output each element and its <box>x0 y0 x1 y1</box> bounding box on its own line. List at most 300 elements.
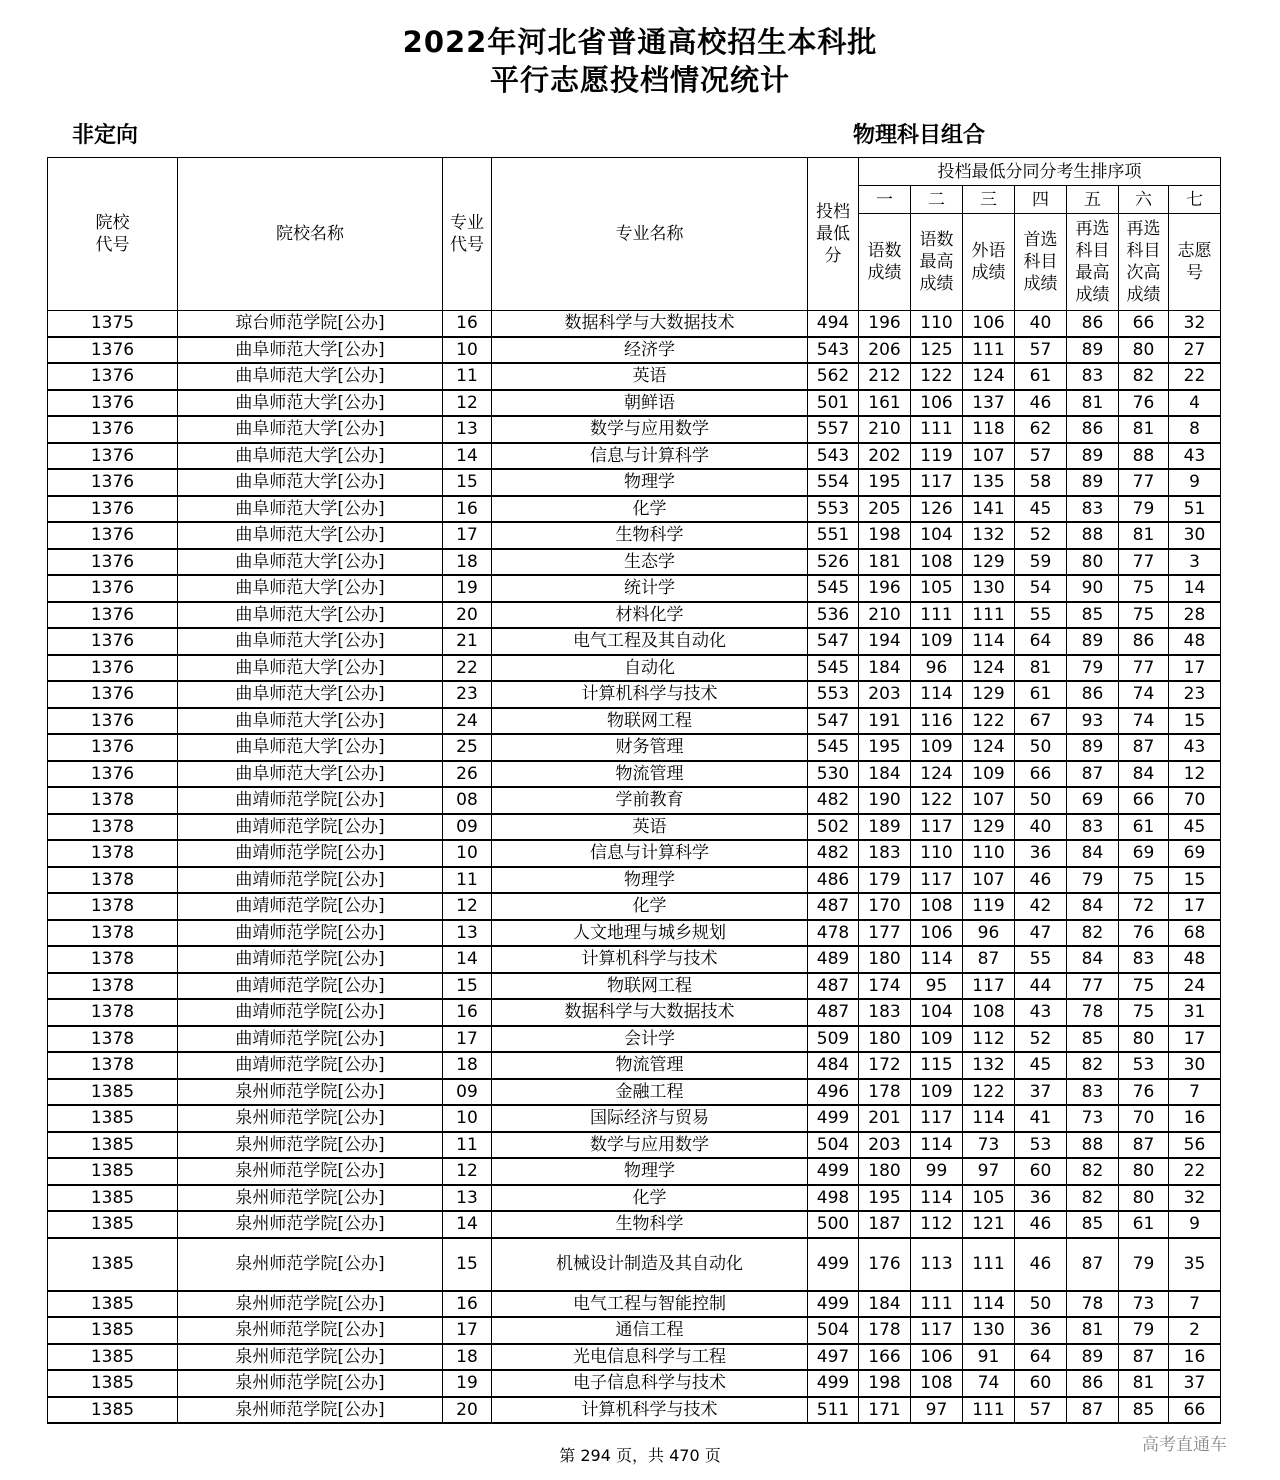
cell-second-subject-next: 75 <box>1119 575 1169 602</box>
table-row <box>48 761 1221 788</box>
cell-major-name: 物理学 <box>492 867 808 894</box>
cell-school-name: 曲阜师范大学[公办] <box>178 549 443 576</box>
table-row <box>48 390 1221 417</box>
cell-second-subject-max: 83 <box>1067 814 1119 841</box>
cell-min-score: 487 <box>808 973 859 1000</box>
cell-school-code: 1376 <box>48 734 178 761</box>
cell-second-subject-max: 89 <box>1067 1344 1119 1371</box>
cell-school-code: 1385 <box>48 1397 178 1424</box>
cell-second-subject-max: 82 <box>1067 1158 1119 1185</box>
cell-preference-no: 32 <box>1169 311 1221 337</box>
table-row <box>48 1052 1221 1079</box>
cell-chinese-math-max: 99 <box>911 1158 963 1185</box>
table-row <box>48 549 1221 576</box>
table-row <box>48 522 1221 549</box>
cell-first-subject: 45 <box>1015 496 1067 523</box>
cell-second-subject-max: 86 <box>1067 681 1119 708</box>
cell-min-score: 487 <box>808 999 859 1026</box>
table-row <box>48 311 1221 337</box>
cell-second-subject-next: 76 <box>1119 1079 1169 1106</box>
cell-foreign-language: 106 <box>963 311 1015 337</box>
table-row <box>48 602 1221 629</box>
cell-min-score: 547 <box>808 628 859 655</box>
cell-school-name: 曲靖师范学院[公办] <box>178 867 443 894</box>
cell-major-name: 数学与应用数学 <box>492 1132 808 1159</box>
cell-second-subject-max: 82 <box>1067 920 1119 947</box>
cell-first-subject: 37 <box>1015 1079 1067 1106</box>
table-row <box>48 920 1221 947</box>
cell-major-name: 朝鲜语 <box>492 390 808 417</box>
cell-chinese-math-max: 112 <box>911 1211 963 1238</box>
cell-min-score: 482 <box>808 840 859 867</box>
cell-min-score: 499 <box>808 1238 859 1291</box>
cell-chinese-math-max: 117 <box>911 469 963 496</box>
table-row <box>48 973 1221 1000</box>
cell-school-code: 1385 <box>48 1158 178 1185</box>
cell-major-name: 化学 <box>492 1185 808 1212</box>
cell-school-name: 泉州师范学院[公办] <box>178 1238 443 1291</box>
cell-chinese-math-max: 124 <box>911 761 963 788</box>
cell-chinese-math: 183 <box>859 840 911 867</box>
cell-major-name: 化学 <box>492 893 808 920</box>
cell-chinese-math-max: 114 <box>911 1185 963 1212</box>
cell-chinese-math-max: 95 <box>911 973 963 1000</box>
cell-foreign-language: 97 <box>963 1158 1015 1185</box>
table-row <box>48 1079 1221 1106</box>
cell-foreign-language: 121 <box>963 1211 1015 1238</box>
cell-min-score: 509 <box>808 1026 859 1053</box>
cell-chinese-math-max: 110 <box>911 840 963 867</box>
cell-second-subject-next: 82 <box>1119 363 1169 390</box>
cell-second-subject-max: 89 <box>1067 628 1119 655</box>
cell-preference-no: 27 <box>1169 337 1221 364</box>
cell-second-subject-next: 75 <box>1119 999 1169 1026</box>
cell-second-subject-next: 75 <box>1119 973 1169 1000</box>
cell-chinese-math: 178 <box>859 1079 911 1106</box>
cell-second-subject-max: 89 <box>1067 734 1119 761</box>
table-row <box>48 1211 1221 1238</box>
cell-major-name: 物理学 <box>492 469 808 496</box>
cell-chinese-math: 198 <box>859 522 911 549</box>
cell-min-score: 562 <box>808 363 859 390</box>
cell-second-subject-max: 84 <box>1067 893 1119 920</box>
cell-major-code: 16 <box>443 1291 492 1318</box>
cell-major-name: 物理学 <box>492 1158 808 1185</box>
table-row <box>48 734 1221 761</box>
cell-first-subject: 60 <box>1015 1370 1067 1397</box>
cell-major-code: 09 <box>443 814 492 841</box>
cell-second-subject-max: 84 <box>1067 946 1119 973</box>
cell-school-name: 泉州师范学院[公办] <box>178 1185 443 1212</box>
cell-school-code: 1385 <box>48 1211 178 1238</box>
cell-foreign-language: 130 <box>963 575 1015 602</box>
cell-major-name: 计算机科学与技术 <box>492 681 808 708</box>
cell-major-code: 24 <box>443 708 492 735</box>
cell-preference-no: 16 <box>1169 1105 1221 1132</box>
cell-min-score: 499 <box>808 1158 859 1185</box>
header-order-6: 六 <box>1119 186 1169 214</box>
cell-foreign-language: 118 <box>963 416 1015 443</box>
cell-chinese-math-max: 97 <box>911 1397 963 1424</box>
cell-preference-no: 70 <box>1169 787 1221 814</box>
cell-second-subject-next: 72 <box>1119 893 1169 920</box>
cell-first-subject: 81 <box>1015 655 1067 682</box>
cell-first-subject: 44 <box>1015 973 1067 1000</box>
cell-school-name: 曲靖师范学院[公办] <box>178 893 443 920</box>
header-tie-item-4: 首选科目成绩 <box>1015 214 1067 311</box>
cell-major-name: 信息与计算科学 <box>492 443 808 470</box>
category-label: 非定向 <box>72 123 139 148</box>
cell-major-name: 物流管理 <box>492 1052 808 1079</box>
cell-chinese-math-max: 96 <box>911 655 963 682</box>
cell-second-subject-max: 82 <box>1067 1052 1119 1079</box>
cell-preference-no: 15 <box>1169 867 1221 894</box>
cell-foreign-language: 124 <box>963 734 1015 761</box>
cell-foreign-language: 108 <box>963 999 1015 1026</box>
table-row <box>48 1026 1221 1053</box>
cell-second-subject-max: 93 <box>1067 708 1119 735</box>
cell-foreign-language: 91 <box>963 1344 1015 1371</box>
cell-second-subject-next: 80 <box>1119 1185 1169 1212</box>
cell-school-name: 曲靖师范学院[公办] <box>178 920 443 947</box>
cell-min-score: 504 <box>808 1132 859 1159</box>
cell-second-subject-max: 80 <box>1067 549 1119 576</box>
cell-first-subject: 45 <box>1015 1052 1067 1079</box>
cell-foreign-language: 122 <box>963 708 1015 735</box>
cell-second-subject-next: 80 <box>1119 1158 1169 1185</box>
table-row <box>48 655 1221 682</box>
cell-chinese-math: 180 <box>859 1026 911 1053</box>
table-row <box>48 681 1221 708</box>
cell-school-code: 1376 <box>48 549 178 576</box>
cell-chinese-math: 179 <box>859 867 911 894</box>
cell-major-name: 计算机科学与技术 <box>492 946 808 973</box>
cell-second-subject-max: 85 <box>1067 1026 1119 1053</box>
header-tie-group: 投档最低分同分考生排序项 <box>859 158 1221 186</box>
cell-chinese-math-max: 119 <box>911 443 963 470</box>
watermark: 高考直通车 <box>1142 1435 1227 1455</box>
cell-preference-no: 7 <box>1169 1079 1221 1106</box>
cell-school-code: 1378 <box>48 1026 178 1053</box>
cell-second-subject-max: 87 <box>1067 1397 1119 1424</box>
cell-min-score: 499 <box>808 1105 859 1132</box>
cell-major-code: 14 <box>443 1211 492 1238</box>
cell-major-name: 经济学 <box>492 337 808 364</box>
cell-school-code: 1376 <box>48 575 178 602</box>
cell-second-subject-next: 87 <box>1119 734 1169 761</box>
cell-chinese-math: 170 <box>859 893 911 920</box>
cell-second-subject-next: 77 <box>1119 469 1169 496</box>
cell-foreign-language: 107 <box>963 867 1015 894</box>
table-row <box>48 1344 1221 1371</box>
cell-major-name: 统计学 <box>492 575 808 602</box>
cell-major-name: 物流管理 <box>492 761 808 788</box>
cell-second-subject-next: 70 <box>1119 1105 1169 1132</box>
header-min-score: 投档最低分 <box>808 158 859 311</box>
cell-chinese-math: 194 <box>859 628 911 655</box>
cell-foreign-language: 111 <box>963 337 1015 364</box>
cell-foreign-language: 137 <box>963 390 1015 417</box>
cell-major-code: 20 <box>443 1397 492 1424</box>
cell-foreign-language: 111 <box>963 602 1015 629</box>
cell-chinese-math-max: 122 <box>911 363 963 390</box>
cell-second-subject-next: 66 <box>1119 311 1169 337</box>
cell-chinese-math: 201 <box>859 1105 911 1132</box>
cell-school-name: 曲靖师范学院[公办] <box>178 946 443 973</box>
cell-min-score: 482 <box>808 787 859 814</box>
cell-major-name: 生物科学 <box>492 522 808 549</box>
cell-major-code: 20 <box>443 602 492 629</box>
cell-chinese-math-max: 105 <box>911 575 963 602</box>
cell-major-name: 机械设计制造及其自动化 <box>492 1238 808 1291</box>
cell-school-code: 1376 <box>48 522 178 549</box>
cell-school-code: 1385 <box>48 1132 178 1159</box>
cell-school-name: 泉州师范学院[公办] <box>178 1370 443 1397</box>
cell-chinese-math-max: 104 <box>911 999 963 1026</box>
cell-school-code: 1385 <box>48 1079 178 1106</box>
cell-min-score: 478 <box>808 920 859 947</box>
cell-major-code: 11 <box>443 867 492 894</box>
cell-min-score: 498 <box>808 1185 859 1212</box>
table-row <box>48 1185 1221 1212</box>
cell-chinese-math-max: 117 <box>911 814 963 841</box>
cell-major-name: 电子信息科学与技术 <box>492 1370 808 1397</box>
cell-major-code: 13 <box>443 920 492 947</box>
cell-chinese-math: 161 <box>859 390 911 417</box>
document-title: 2022年河北省普通高校招生本科批 <box>402 25 878 59</box>
cell-major-code: 25 <box>443 734 492 761</box>
cell-preference-no: 37 <box>1169 1370 1221 1397</box>
cell-min-score: 487 <box>808 893 859 920</box>
cell-major-name: 化学 <box>492 496 808 523</box>
cell-min-score: 553 <box>808 496 859 523</box>
cell-major-code: 10 <box>443 337 492 364</box>
cell-major-name: 电气工程与智能控制 <box>492 1291 808 1318</box>
cell-second-subject-next: 69 <box>1119 840 1169 867</box>
cell-major-name: 光电信息科学与工程 <box>492 1344 808 1371</box>
cell-min-score: 545 <box>808 734 859 761</box>
cell-school-code: 1375 <box>48 311 178 337</box>
cell-first-subject: 40 <box>1015 814 1067 841</box>
cell-second-subject-max: 88 <box>1067 522 1119 549</box>
cell-min-score: 501 <box>808 390 859 417</box>
cell-first-subject: 40 <box>1015 311 1067 337</box>
header-tie-item-2: 语数最高成绩 <box>911 214 963 311</box>
cell-first-subject: 61 <box>1015 363 1067 390</box>
cell-preference-no: 31 <box>1169 999 1221 1026</box>
cell-chinese-math-max: 110 <box>911 311 963 337</box>
cell-preference-no: 48 <box>1169 946 1221 973</box>
cell-first-subject: 47 <box>1015 920 1067 947</box>
cell-second-subject-next: 80 <box>1119 1026 1169 1053</box>
cell-min-score: 545 <box>808 655 859 682</box>
cell-chinese-math-max: 108 <box>911 893 963 920</box>
cell-foreign-language: 129 <box>963 814 1015 841</box>
header-school-code: 院校代号 <box>48 158 178 311</box>
header-major-code: 专业代号 <box>443 158 492 311</box>
cell-second-subject-next: 75 <box>1119 602 1169 629</box>
cell-chinese-math-max: 114 <box>911 946 963 973</box>
header-tie-item-3: 外语成绩 <box>963 214 1015 311</box>
cell-foreign-language: 132 <box>963 1052 1015 1079</box>
cell-school-name: 曲阜师范大学[公办] <box>178 443 443 470</box>
cell-second-subject-next: 87 <box>1119 1132 1169 1159</box>
table-row <box>48 1317 1221 1344</box>
cell-second-subject-max: 87 <box>1067 761 1119 788</box>
cell-major-name: 电气工程及其自动化 <box>492 628 808 655</box>
cell-preference-no: 9 <box>1169 469 1221 496</box>
cell-major-name: 英语 <box>492 363 808 390</box>
table-row <box>48 337 1221 364</box>
cell-major-code: 16 <box>443 496 492 523</box>
cell-min-score: 536 <box>808 602 859 629</box>
cell-school-name: 曲阜师范大学[公办] <box>178 628 443 655</box>
cell-min-score: 543 <box>808 443 859 470</box>
cell-first-subject: 50 <box>1015 787 1067 814</box>
cell-school-name: 曲阜师范大学[公办] <box>178 363 443 390</box>
cell-school-name: 曲靖师范学院[公办] <box>178 814 443 841</box>
cell-school-code: 1385 <box>48 1317 178 1344</box>
cell-preference-no: 4 <box>1169 390 1221 417</box>
cell-chinese-math-max: 114 <box>911 1132 963 1159</box>
cell-preference-no: 17 <box>1169 655 1221 682</box>
cell-first-subject: 41 <box>1015 1105 1067 1132</box>
cell-school-code: 1376 <box>48 337 178 364</box>
cell-chinese-math-max: 117 <box>911 1105 963 1132</box>
cell-second-subject-max: 86 <box>1067 416 1119 443</box>
cell-chinese-math: 189 <box>859 814 911 841</box>
cell-preference-no: 48 <box>1169 628 1221 655</box>
cell-major-code: 13 <box>443 416 492 443</box>
cell-chinese-math-max: 116 <box>911 708 963 735</box>
cell-first-subject: 61 <box>1015 681 1067 708</box>
cell-min-score: 500 <box>808 1211 859 1238</box>
cell-major-name: 英语 <box>492 814 808 841</box>
cell-school-code: 1376 <box>48 655 178 682</box>
cell-preference-no: 8 <box>1169 416 1221 443</box>
table-row <box>48 575 1221 602</box>
cell-school-name: 曲阜师范大学[公办] <box>178 337 443 364</box>
cell-min-score: 547 <box>808 708 859 735</box>
cell-school-name: 曲阜师范大学[公办] <box>178 734 443 761</box>
cell-chinese-math: 195 <box>859 469 911 496</box>
cell-school-code: 1385 <box>48 1291 178 1318</box>
cell-school-name: 曲靖师范学院[公办] <box>178 1052 443 1079</box>
cell-second-subject-next: 73 <box>1119 1291 1169 1318</box>
cell-school-code: 1385 <box>48 1185 178 1212</box>
cell-school-code: 1378 <box>48 920 178 947</box>
cell-chinese-math-max: 111 <box>911 416 963 443</box>
cell-school-code: 1378 <box>48 840 178 867</box>
cell-chinese-math-max: 111 <box>911 602 963 629</box>
cell-preference-no: 22 <box>1169 363 1221 390</box>
cell-school-name: 曲阜师范大学[公办] <box>178 416 443 443</box>
cell-foreign-language: 124 <box>963 655 1015 682</box>
cell-foreign-language: 130 <box>963 1317 1015 1344</box>
table-row <box>48 628 1221 655</box>
cell-preference-no: 28 <box>1169 602 1221 629</box>
cell-major-code: 17 <box>443 522 492 549</box>
table-row <box>48 893 1221 920</box>
cell-foreign-language: 132 <box>963 522 1015 549</box>
cell-school-code: 1378 <box>48 999 178 1026</box>
cell-major-code: 16 <box>443 999 492 1026</box>
cell-second-subject-next: 61 <box>1119 1211 1169 1238</box>
cell-major-name: 生物科学 <box>492 1211 808 1238</box>
cell-major-code: 09 <box>443 1079 492 1106</box>
cell-second-subject-max: 77 <box>1067 973 1119 1000</box>
cell-second-subject-max: 81 <box>1067 1317 1119 1344</box>
cell-min-score: 543 <box>808 337 859 364</box>
cell-school-code: 1376 <box>48 416 178 443</box>
cell-second-subject-next: 53 <box>1119 1052 1169 1079</box>
cell-min-score: 484 <box>808 1052 859 1079</box>
cell-school-code: 1376 <box>48 469 178 496</box>
cell-min-score: 530 <box>808 761 859 788</box>
cell-second-subject-next: 66 <box>1119 787 1169 814</box>
cell-preference-no: 16 <box>1169 1344 1221 1371</box>
cell-second-subject-next: 77 <box>1119 549 1169 576</box>
cell-major-code: 17 <box>443 1317 492 1344</box>
table-row <box>48 416 1221 443</box>
cell-first-subject: 50 <box>1015 1291 1067 1318</box>
cell-min-score: 553 <box>808 681 859 708</box>
cell-foreign-language: 129 <box>963 681 1015 708</box>
cell-chinese-math: 180 <box>859 1158 911 1185</box>
table-row <box>48 469 1221 496</box>
cell-chinese-math: 190 <box>859 787 911 814</box>
cell-chinese-math: 178 <box>859 1317 911 1344</box>
cell-major-code: 15 <box>443 1238 492 1291</box>
cell-preference-no: 51 <box>1169 496 1221 523</box>
header-tie-item-7: 志愿号 <box>1169 214 1221 311</box>
cell-chinese-math-max: 109 <box>911 628 963 655</box>
cell-chinese-math: 203 <box>859 681 911 708</box>
cell-preference-no: 43 <box>1169 443 1221 470</box>
cell-school-name: 泉州师范学院[公办] <box>178 1291 443 1318</box>
cell-chinese-math: 195 <box>859 734 911 761</box>
cell-chinese-math: 205 <box>859 496 911 523</box>
cell-school-name: 曲靖师范学院[公办] <box>178 1026 443 1053</box>
cell-second-subject-next: 81 <box>1119 1370 1169 1397</box>
cell-second-subject-max: 84 <box>1067 840 1119 867</box>
cell-second-subject-max: 89 <box>1067 443 1119 470</box>
cell-chinese-math: 171 <box>859 1397 911 1424</box>
table-row <box>48 946 1221 973</box>
cell-second-subject-max: 85 <box>1067 602 1119 629</box>
cell-chinese-math: 196 <box>859 575 911 602</box>
cell-school-code: 1376 <box>48 496 178 523</box>
header-tie-item-1: 语数成绩 <box>859 214 911 311</box>
cell-preference-no: 17 <box>1169 893 1221 920</box>
cell-first-subject: 67 <box>1015 708 1067 735</box>
cell-chinese-math: 177 <box>859 920 911 947</box>
cell-chinese-math: 191 <box>859 708 911 735</box>
cell-major-code: 08 <box>443 787 492 814</box>
cell-first-subject: 36 <box>1015 840 1067 867</box>
cell-major-code: 26 <box>443 761 492 788</box>
cell-major-code: 22 <box>443 655 492 682</box>
cell-second-subject-max: 83 <box>1067 496 1119 523</box>
cell-chinese-math: 174 <box>859 973 911 1000</box>
cell-min-score: 496 <box>808 1079 859 1106</box>
cell-first-subject: 54 <box>1015 575 1067 602</box>
cell-preference-no: 7 <box>1169 1291 1221 1318</box>
cell-first-subject: 57 <box>1015 337 1067 364</box>
cell-major-code: 21 <box>443 628 492 655</box>
cell-chinese-math: 195 <box>859 1185 911 1212</box>
cell-major-code: 15 <box>443 973 492 1000</box>
